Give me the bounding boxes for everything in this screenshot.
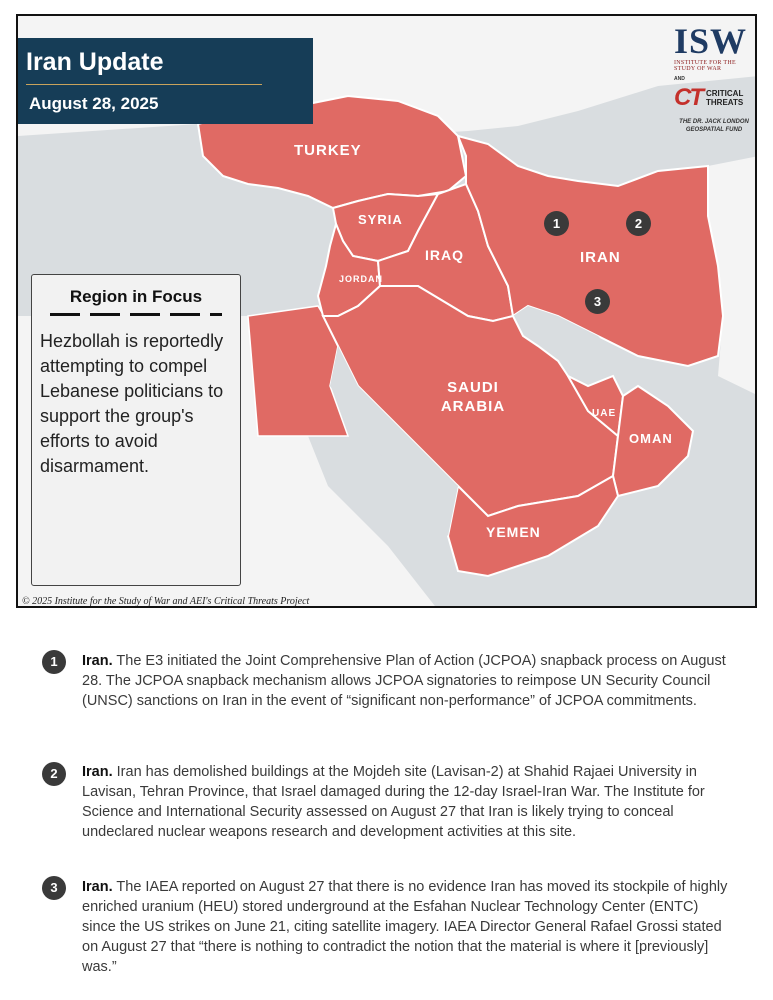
label-jordan: JORDAN	[339, 274, 384, 284]
label-turkey: TURKEY	[294, 142, 362, 159]
note-2-lead: Iran.	[82, 764, 113, 780]
ct-text-2: THREATS	[706, 98, 744, 107]
note-2-text: Iran has demolished buildings at the Mojdeh site (Lavisan-2) at Shahid Rajaei University in Lavisan, Tehran Province, that Israel damaged during the 12-day Israel-Iran War. The Institute for Science and International Security assessed on August 27 that Iran is likely trying to conceal undeclared nuclear weapons research and development activities at this site.	[82, 764, 705, 840]
ct-mark: CT	[674, 84, 702, 111]
isw-logo-sub: INSTITUTE FOR THE STUDY OF WAR	[674, 60, 736, 72]
note-marker-1: 1	[42, 650, 66, 674]
note-2	[82, 762, 732, 842]
label-uae: UAE	[592, 408, 617, 419]
page-date: August 28, 2025	[29, 94, 159, 113]
ct-text	[706, 89, 743, 107]
note-3	[82, 877, 732, 977]
label-syria: SYRIA	[358, 212, 403, 227]
logo-block	[674, 20, 754, 134]
region-focus-box	[31, 274, 241, 586]
ct-logo	[674, 84, 754, 112]
label-saudi-arabia: SAUDI ARABIA	[440, 379, 506, 415]
map-marker-2[interactable]: 2	[626, 211, 651, 236]
note-1-text: The E3 initiated the Joint Comprehensive Plan of Action (JCPOA) snapback process on August 28. The JCPOA snapback mechanism allows JCPOA signatories to reimpose UN Security Council (UNSC) sanctions on Iran in the event of “significant non-performance” of JCPOA commitments.	[82, 653, 726, 709]
label-iran: IRAN	[580, 249, 621, 266]
label-yemen: YEMEN	[486, 524, 541, 540]
logo-and: AND	[674, 76, 685, 82]
region-focus-title: Region in Focus	[69, 287, 203, 306]
label-iraq: IRAQ	[425, 247, 464, 263]
map-marker-1[interactable]: 1	[544, 211, 569, 236]
fund-label: THE DR. JACK LONDON GEOSPATIAL FUND	[679, 119, 749, 133]
region-focus-divider	[50, 313, 222, 316]
note-marker-3: 3	[42, 876, 66, 900]
note-1-lead: Iran.	[82, 653, 113, 669]
label-oman: OMAN	[629, 431, 673, 446]
title-block	[18, 38, 313, 124]
map-marker-3[interactable]: 3	[585, 289, 610, 314]
map-frame	[16, 14, 757, 608]
note-marker-2: 2	[42, 762, 66, 786]
region-focus-body: Hezbollah is reportedly attempting to compel Lebanese politicians to support the group's efforts to avoid disarmament.	[40, 331, 224, 476]
page-title: Iran Update	[26, 48, 164, 76]
ct-text-1: CRITICAL	[706, 89, 744, 98]
note-3-text: The IAEA reported on August 27 that there is no evidence Iran has moved its stockpile of highly enriched uranium (HEU) stored underground at the Esfahan Nuclear Technology Center (ENTC) since the US strikes on June 21, citing satellite imagery. IAEA Director General Rafael Grossi stated on August 27 that “there is nothing to contradict the notion that the material is where it [previously] was.”	[82, 879, 728, 975]
note-1	[82, 651, 732, 711]
isw-logo: ISW	[674, 21, 748, 61]
copyright: © 2025 Institute for the Study of War and AEI's Critical Threats Project	[22, 596, 310, 607]
title-rule	[26, 84, 262, 85]
note-3-lead: Iran.	[82, 879, 113, 895]
